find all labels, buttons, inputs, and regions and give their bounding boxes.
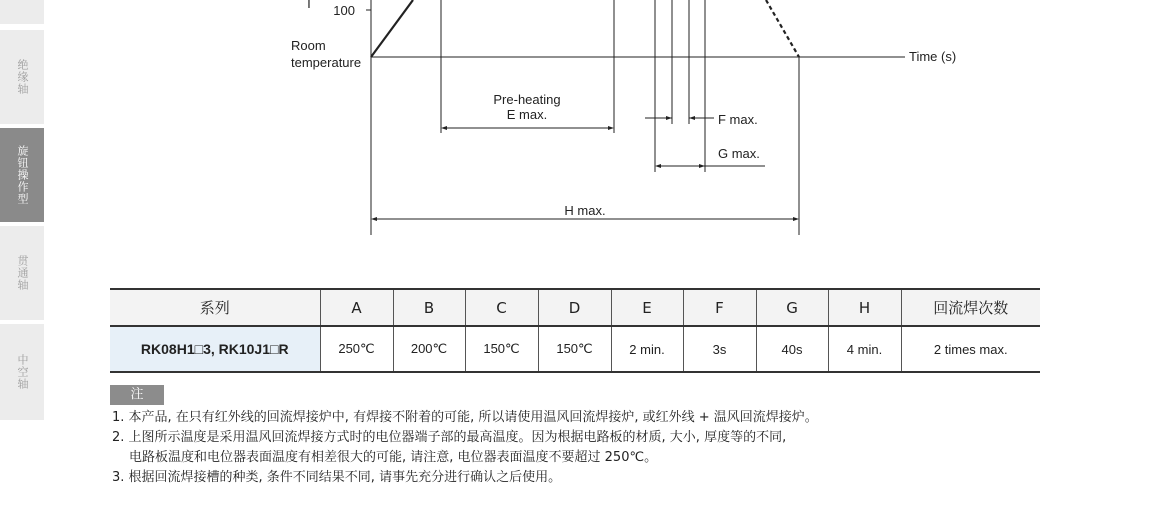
header-c: C (465, 289, 538, 326)
f-max-label: F max. (718, 112, 758, 127)
room-temperature-label: temperature (291, 55, 362, 70)
note-item: 1. 本产品, 在只有红外线的回流焊接炉中, 有焊接不附着的可能, 所以请使用温风回流焊接炉, 或红外线 + 温风回流焊接炉。 (112, 410, 818, 425)
header-h: H (828, 289, 901, 326)
sidebar-tab-label: 旋钮操作型 (16, 145, 29, 205)
temperature-rise-curve (371, 0, 413, 57)
h-max-label: H max. (564, 203, 606, 218)
preheat-e-label: E max. (506, 107, 548, 122)
sidebar-tab-hollow-shaft[interactable] (0, 324, 44, 420)
spec-table (110, 288, 1040, 373)
arrowhead (666, 116, 672, 120)
table-row (110, 326, 1040, 372)
cell-series: RK08H1□3, RK10J1□R (110, 326, 320, 372)
header-a: A (320, 289, 393, 326)
cell-e: 2 min. (611, 326, 683, 372)
sidebar-tab-label: 绝缘轴 (16, 59, 29, 95)
y-axis-letter: T (305, 0, 313, 11)
arrowhead (608, 126, 614, 130)
room-temperature-label: Room (291, 38, 326, 53)
header-f: F (683, 289, 756, 326)
arrowhead (371, 217, 377, 221)
header-e: E (611, 289, 683, 326)
arrowhead (441, 126, 447, 130)
cell-c: 150℃ (465, 326, 538, 372)
sidebar-tab-label: 贯通轴 (16, 255, 29, 291)
notes-badge: 注 (110, 385, 164, 405)
arrowhead (655, 164, 661, 168)
cell-d: 150℃ (538, 326, 611, 372)
reflow-profile-diagram (0, 0, 1150, 250)
cell-b: 200℃ (393, 326, 465, 372)
preheat-label: Pre-heating (493, 92, 561, 107)
header-g: G (756, 289, 828, 326)
arrowhead (793, 217, 799, 221)
cooling-curve (766, 0, 799, 57)
g-max-label: G max. (718, 146, 760, 161)
arrowhead (689, 116, 695, 120)
notes-list (112, 408, 818, 488)
y-tick-label: 100 (333, 3, 355, 18)
table-header-row (110, 289, 1040, 326)
note-item: 3. 根据回流焊接槽的种类, 条件不同结果不同, 请事先充分进行确认之后使用。 (112, 470, 562, 485)
arrowhead (699, 164, 705, 168)
x-axis-label: Time (s) (909, 49, 957, 64)
cell-a: 250℃ (320, 326, 393, 372)
header-series: 系列 (110, 289, 320, 326)
cell-f: 3s (683, 326, 756, 372)
sidebar-tab-label: 中空轴 (16, 354, 29, 390)
header-d: D (538, 289, 611, 326)
header-b: B (393, 289, 465, 326)
header-reflow-count: 回流焊次数 (901, 289, 1040, 326)
cell-h: 4 min. (828, 326, 901, 372)
cell-g: 40s (756, 326, 828, 372)
note-item: 2. 上图所示温度是采用温风回流焊接方式时的电位器端子部的最高温度。因为根据电路板的材质, 大小, 厚度等的不同, (112, 430, 787, 445)
cell-reflow-count: 2 times max. (901, 326, 1040, 372)
note-item-continuation: 电路板温度和电位器表面温度有相差很大的可能, 请注意, 电位器表面温度不要超过 250℃。 (129, 450, 658, 465)
